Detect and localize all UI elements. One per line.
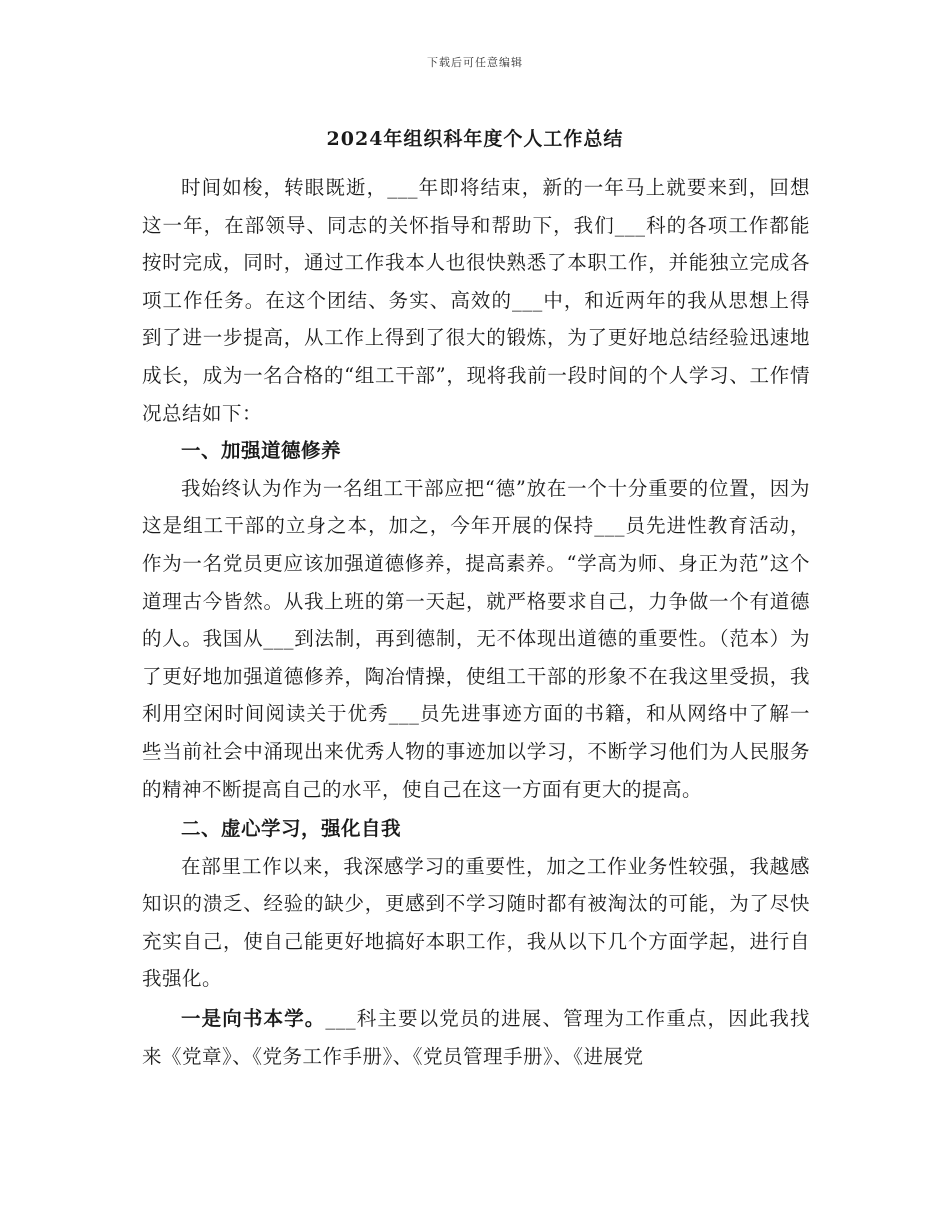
header-note: 下载后可任意编辑 [427,56,523,69]
section-heading-2: 二、虚心学习，强化自我 [181,817,402,841]
section-paragraph-2: 在部里工作以来，我深感学习的重要性，加之工作业务性较强，我越感知识的溃乏、经验的缺少，更感到不学习随时都有被淘汰的可能，为了尽快充实自己，使自己能更好地搞好本职工作，我从以下几个方面学起，进行自我强化。 [142,854,810,991]
intro-paragraph: 时间如梭，转眼既逝，___年即将结束，新的一年马上就要来到，回想这一年，在部领导、同志的关怀指导和帮助下，我们___科的各项工作都能按时完成，同时，通过工作我本人也很快熟悉了本职工作，并能独立完成各项工作任务。在这个团结、务实、高效的___中，和近两年的我从思想上得到了进一步提高，从工作上得到了很大的锻炼，为了更好地总结经验迅速地成长，成为一名合格的“组工干部”，现将我前一段时间的个人学习、工作情况总结如下： [142,176,810,425]
document-body [142,169,810,1075]
point-paragraph-1 [142,1000,810,1075]
point-text-1: ___科主要以党员的进展、管理为工作重点，因此我找来《党章》、《党务工作手册》、《党员管理手册》、《进展党 [142,1007,810,1068]
section-paragraph-1: 我始终认为作为一名组工干部应把“德”放在一个十分重要的位置，因为这是组工干部的立身之本，加之，今年开展的保持___员先进性教育活动，作为一名党员更应该加强道德修养，提高素养。“学高为师、身正为范”这个道理古今皆然。从我上班的第一天起，就严格要求自己，力争做一个有道德的人。我国从___到法制，再到德制，无不体现出道德的重要性。（范本）为了更好地加强道德修养，陶冶情操，使组工干部的形象不在我这里受损，我利用空闲时间阅读关于优秀___员先进事迹方面的书籍，和从网络中了解一些当前社会中涌现出来优秀人物的事迹加以学习，不断学习他们为人民服务的精神不断提高自己的水平，使自己在这一方面有更大的提高。 [142,476,810,801]
document-title: 2024年组织科年度个人工作总结 [326,128,624,150]
section-heading-1: 一、加强道德修养 [181,439,342,463]
point-lead-1: 一是向书本学。 [181,1007,326,1031]
